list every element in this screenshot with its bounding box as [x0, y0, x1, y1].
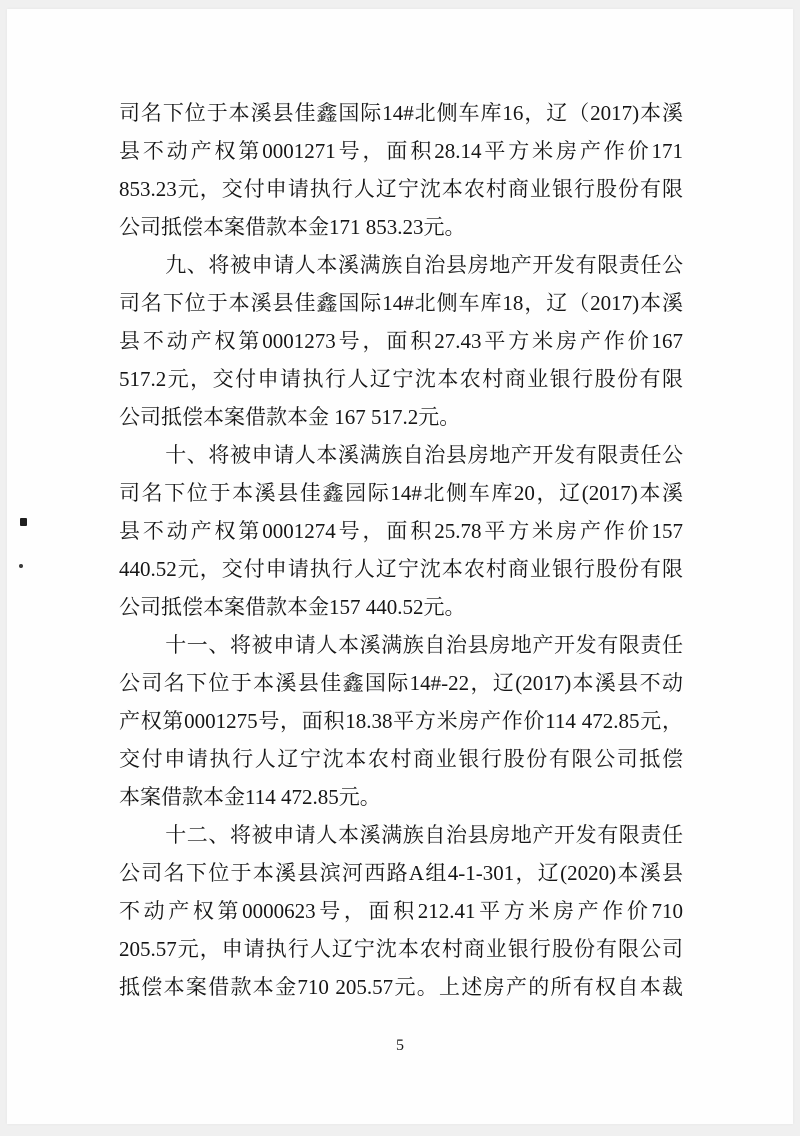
text-line: 公司抵偿本案借款本金 167 517.2元。 [119, 405, 461, 429]
text-line: 交付申请执行人辽宁沈本农村商业银行股份有限公司抵偿 [119, 747, 683, 771]
text-line: 司名下位于本溪县佳鑫国际14#北侧车库18，辽（2017)本溪 [119, 291, 683, 315]
text-line: 205.57元，申请执行人辽宁沈本农村商业银行股份有限公司 [119, 937, 683, 961]
text-line: 抵偿本案借款本金710 205.57元。上述房产的所有权自本裁 [119, 975, 683, 999]
paragraph [119, 94, 683, 246]
paragraph [119, 626, 683, 816]
text-line: 九、将被申请人本溪满族自治县房地产开发有限责任公 [165, 253, 683, 277]
scan-speck [19, 564, 23, 568]
text-line: 十一、将被申请人本溪满族自治县房地产开发有限责任 [165, 633, 683, 657]
text-line: 公司名下位于本溪县滨河西路A组4-1-301，辽(2020)本溪县 [119, 861, 683, 885]
text-line: 县不动产权第0001274号，面积25.78平方米房产作价157 [119, 519, 683, 543]
text-line: 不动产权第0000623号，面积212.41平方米房产作价710 [119, 899, 683, 923]
page-number: 5 [396, 1037, 404, 1054]
document-page [7, 9, 793, 1124]
text-line: 十、将被申请人本溪满族自治县房地产开发有限责任公 [165, 443, 683, 467]
text-line: 司名下位于本溪县佳鑫国际14#北侧车库16，辽（2017)本溪 [119, 101, 683, 125]
text-line: 产权第0001275号，面积18.38平方米房产作价114 472.85元， [119, 709, 683, 733]
document-body [119, 94, 683, 1006]
text-line: 440.52元，交付申请执行人辽宁沈本农村商业银行股份有限 [119, 557, 683, 581]
paragraph [119, 246, 683, 436]
text-line: 公司名下位于本溪县佳鑫国际14#-22，辽(2017)本溪县不动 [119, 671, 683, 695]
text-line: 公司抵偿本案借款本金171 853.23元。 [119, 215, 466, 239]
text-line: 853.23元，交付申请执行人辽宁沈本农村商业银行股份有限 [119, 177, 683, 201]
text-line: 县不动产权第0001271号，面积28.14平方米房产作价171 [119, 139, 683, 163]
text-line: 县不动产权第0001273号，面积27.43平方米房产作价167 [119, 329, 683, 353]
text-line: 公司抵偿本案借款本金157 440.52元。 [119, 595, 466, 619]
text-line: 517.2元，交付申请执行人辽宁沈本农村商业银行股份有限 [119, 367, 683, 391]
text-line: 司名下位于本溪县佳鑫园际14#北侧车库20，辽(2017)本溪 [119, 481, 683, 505]
text-line: 十二、将被申请人本溪满族自治县房地产开发有限责任 [165, 823, 683, 847]
scan-speck [20, 518, 27, 526]
paragraph [119, 816, 683, 1006]
paragraph [119, 436, 683, 626]
text-line: 本案借款本金114 472.85元。 [119, 785, 381, 809]
